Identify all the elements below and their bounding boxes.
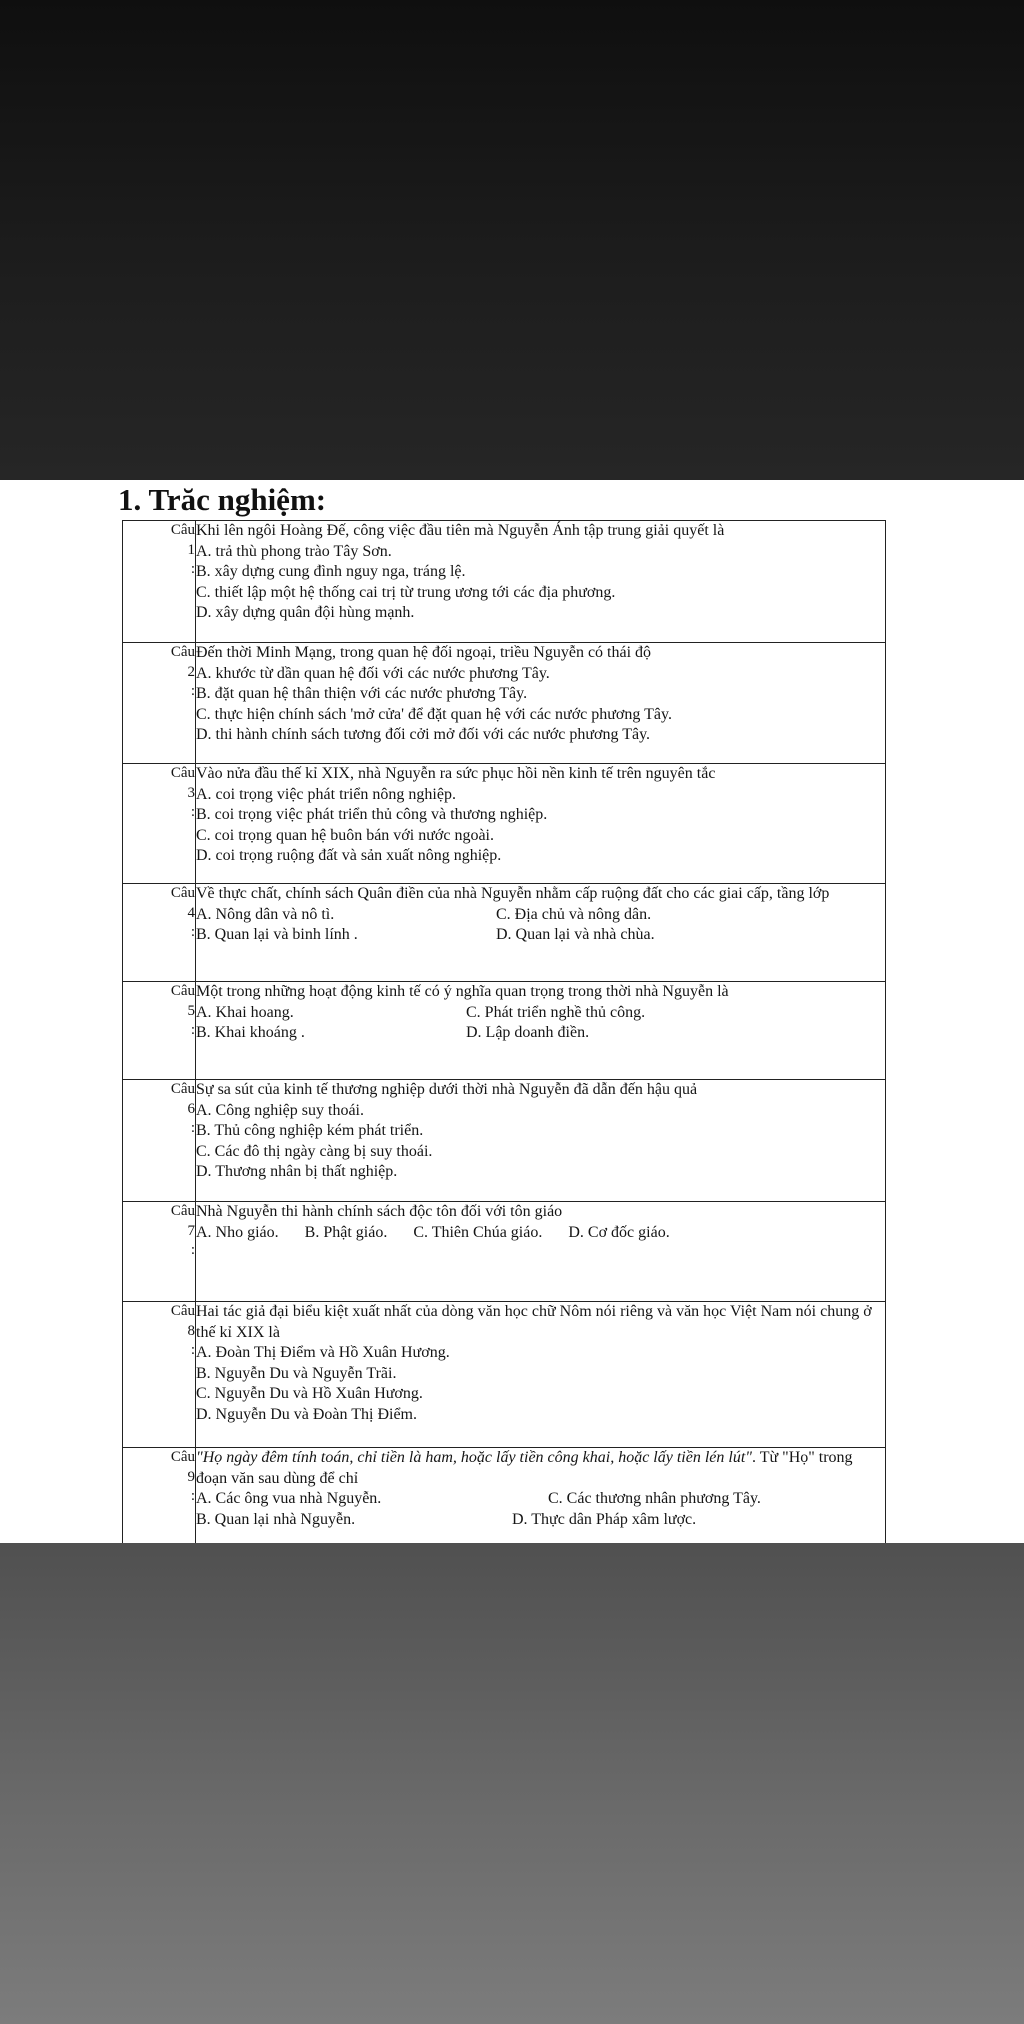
option-d: D. Quan lại và nhà chùa. bbox=[496, 926, 655, 943]
question-number-cell: Câu 1 : bbox=[123, 521, 196, 643]
question-text: Một trong những hoạt động kinh tế có ý nghĩa quan trọng trong thời nhà Nguyễn là bbox=[196, 983, 729, 1000]
question-body bbox=[196, 1080, 886, 1202]
question-text bbox=[196, 1448, 885, 1489]
option-c: C. Các thương nhân phương Tây. bbox=[548, 1490, 761, 1507]
question-label: Câu bbox=[170, 765, 195, 781]
options-row bbox=[196, 1023, 885, 1044]
question-body bbox=[196, 1448, 886, 1544]
question-number-cell: Câu 9 : bbox=[123, 1448, 196, 1544]
option-a: A. Các ông vua nhà Nguyễn. bbox=[196, 1490, 382, 1507]
question-number-cell: Câu 3 : bbox=[123, 764, 196, 884]
option-b: B. Thủ công nghiệp kém phát triển. bbox=[196, 1122, 424, 1139]
question-number: 4 bbox=[187, 904, 195, 921]
options-row bbox=[196, 1003, 885, 1024]
option-a: A. Đoàn Thị Điểm và Hồ Xuân Hương. bbox=[196, 1344, 450, 1361]
option-d: D. Thực dân Pháp xâm lược. bbox=[512, 1510, 697, 1528]
option-c: C. Các đô thị ngày càng bị suy thoái. bbox=[196, 1142, 433, 1160]
option-a: A. trả thù phong trào Tây Sơn. bbox=[196, 542, 392, 560]
option-b: B. Nguyễn Du và Nguyễn Trãi. bbox=[196, 1364, 397, 1382]
question-row-9 bbox=[123, 1448, 886, 1544]
option-c: C. Thiên Chúa giáo. bbox=[413, 1223, 543, 1241]
question-text: Sự sa sút của kinh tế thương nghiệp dưới thời nhà Nguyễn đã dẫn đến hậu quả bbox=[196, 1081, 698, 1098]
option-b: B. Quan lại nhà Nguyễn. bbox=[196, 1510, 356, 1528]
option-b: B. coi trọng việc phát triển thủ công và thương nghiệp. bbox=[196, 806, 548, 823]
question-row-4 bbox=[123, 884, 886, 982]
option-a: A. Khai hoang. bbox=[196, 1003, 294, 1021]
options-row bbox=[196, 1510, 885, 1531]
option-d: D. coi trọng ruộng đất và sản xuất nông nghiệp. bbox=[196, 847, 502, 864]
question-number-cell: Câu 2 : bbox=[123, 643, 196, 764]
question-row-6 bbox=[123, 1080, 886, 1202]
question-number: 7 bbox=[187, 1222, 195, 1239]
option-d: D. thi hành chính sách tương đối cởi mở đối với các nước phương Tây. bbox=[196, 726, 651, 743]
option-c: C. coi trọng quan hệ buôn bán với nước ngoài. bbox=[196, 826, 494, 844]
option-b: B. đặt quan hệ thân thiện với các nước phương Tây. bbox=[196, 685, 528, 702]
option-c: C. thiết lập một hệ thống cai trị từ trung ương tới các địa phương. bbox=[196, 583, 616, 601]
option-d: D. Nguyễn Du và Đoàn Thị Điểm. bbox=[196, 1405, 417, 1423]
question-number: 1 bbox=[187, 541, 195, 558]
question-number-cell: Câu 5 : bbox=[123, 982, 196, 1080]
quiz-table bbox=[122, 520, 886, 1543]
option-d: D. Lập doanh điền. bbox=[466, 1024, 590, 1041]
question-number: 5 bbox=[187, 1002, 195, 1019]
question-number-cell: Câu 7 : bbox=[123, 1202, 196, 1302]
question-text: Nhà Nguyễn thi hành chính sách độc tôn đối với tôn giáo bbox=[196, 1203, 563, 1220]
question-label: Câu bbox=[170, 644, 195, 660]
question-number: 9 bbox=[187, 1468, 195, 1485]
option-d: D. Cơ đốc giáo. bbox=[568, 1223, 670, 1241]
question-row-1 bbox=[123, 521, 886, 643]
question-body bbox=[196, 1202, 886, 1302]
options-row bbox=[196, 905, 885, 926]
question-label: Câu bbox=[170, 983, 195, 999]
question-row-7 bbox=[123, 1202, 886, 1302]
option-c: C. Địa chủ và nông dân. bbox=[496, 905, 652, 923]
question-row-8 bbox=[123, 1302, 886, 1448]
question-body bbox=[196, 884, 886, 982]
option-a: A. Nho giáo. bbox=[196, 1223, 279, 1241]
option-a: A. Công nghiệp suy thoái. bbox=[196, 1101, 364, 1119]
worksheet-page bbox=[0, 480, 1024, 1543]
question-label: Câu bbox=[170, 1449, 195, 1465]
option-b: B. Quan lại và binh lính . bbox=[196, 926, 358, 943]
question-row-5 bbox=[123, 982, 886, 1080]
question-number: 2 bbox=[187, 663, 195, 680]
question-label: Câu bbox=[170, 1303, 195, 1319]
dark-background-top bbox=[0, 0, 1024, 480]
question-number-cell: Câu 4 : bbox=[123, 884, 196, 982]
question-label: Câu bbox=[170, 1203, 195, 1219]
option-b: B. Phật giáo. bbox=[304, 1223, 388, 1241]
question-body bbox=[196, 764, 886, 884]
option-c: C. thực hiện chính sách 'mở cửa' để đặt quan hệ với các nước phương Tây. bbox=[196, 705, 672, 723]
question-label: Câu bbox=[170, 1081, 195, 1097]
question-text: Vào nửa đầu thế kỉ XIX, nhà Nguyễn ra sức phục hồi nền kinh tế trên nguyên tắc bbox=[196, 765, 716, 782]
question-label: Câu bbox=[170, 522, 195, 538]
options-row bbox=[196, 1223, 885, 1244]
question-number: 3 bbox=[187, 784, 195, 801]
option-a: A. coi trọng việc phát triển nông nghiệp. bbox=[196, 785, 456, 803]
question-body bbox=[196, 643, 886, 764]
option-c: C. Phát triển nghề thủ công. bbox=[466, 1003, 646, 1021]
question-text: Về thực chất, chính sách Quân điền của nhà Nguyễn nhằm cấp ruộng đất cho các giai cấp, tầng lớp bbox=[196, 885, 830, 902]
question-quote: "Họ ngày đêm tính toán, chỉ tiền là ham, hoặc lấy tiền công khai, hoặc lấy tiền lén lút" bbox=[196, 1449, 752, 1466]
question-number: 6 bbox=[187, 1100, 195, 1117]
question-row-2 bbox=[123, 643, 886, 764]
question-row-3 bbox=[123, 764, 886, 884]
question-body bbox=[196, 1302, 886, 1448]
options-row bbox=[196, 925, 885, 946]
question-body bbox=[196, 521, 886, 643]
question-stem: . Từ "Họ" trong đoạn văn sau dùng để chỉ bbox=[196, 1449, 853, 1487]
question-text: Hai tác giả đại biểu kiệt xuất nhất của dòng văn học chữ Nôm nói riêng và văn học Việt Nam nói chung ở thế kỉ XIX là bbox=[196, 1303, 872, 1341]
option-b: B. xây dựng cung đình nguy nga, tráng lệ. bbox=[196, 563, 466, 580]
gray-background-bottom bbox=[0, 1543, 1024, 2024]
option-d: D. xây dựng quân đội hùng mạnh. bbox=[196, 604, 415, 621]
question-number: 8 bbox=[187, 1322, 195, 1339]
question-body bbox=[196, 982, 886, 1080]
option-a: A. Nông dân và nô tì. bbox=[196, 905, 335, 923]
option-c: C. Nguyễn Du và Hồ Xuân Hương. bbox=[196, 1385, 423, 1402]
question-label: Câu bbox=[170, 885, 195, 901]
question-number-cell: Câu 8 : bbox=[123, 1302, 196, 1448]
option-b: B. Khai khoáng . bbox=[196, 1024, 305, 1041]
option-a: A. khước từ dần quan hệ đối với các nước phương Tây. bbox=[196, 664, 550, 682]
section-title: 1. Trăc nghiệm: bbox=[118, 482, 327, 517]
question-text: Khi lên ngôi Hoàng Đế, công việc đầu tiên mà Nguyễn Ánh tập trung giải quyết là bbox=[196, 522, 725, 539]
options-row bbox=[196, 1489, 885, 1510]
question-number-cell: Câu 6 : bbox=[123, 1080, 196, 1202]
option-d: D. Thương nhân bị thất nghiệp. bbox=[196, 1163, 398, 1180]
question-text: Đến thời Minh Mạng, trong quan hệ đối ngoại, triều Nguyễn có thái độ bbox=[196, 644, 652, 661]
